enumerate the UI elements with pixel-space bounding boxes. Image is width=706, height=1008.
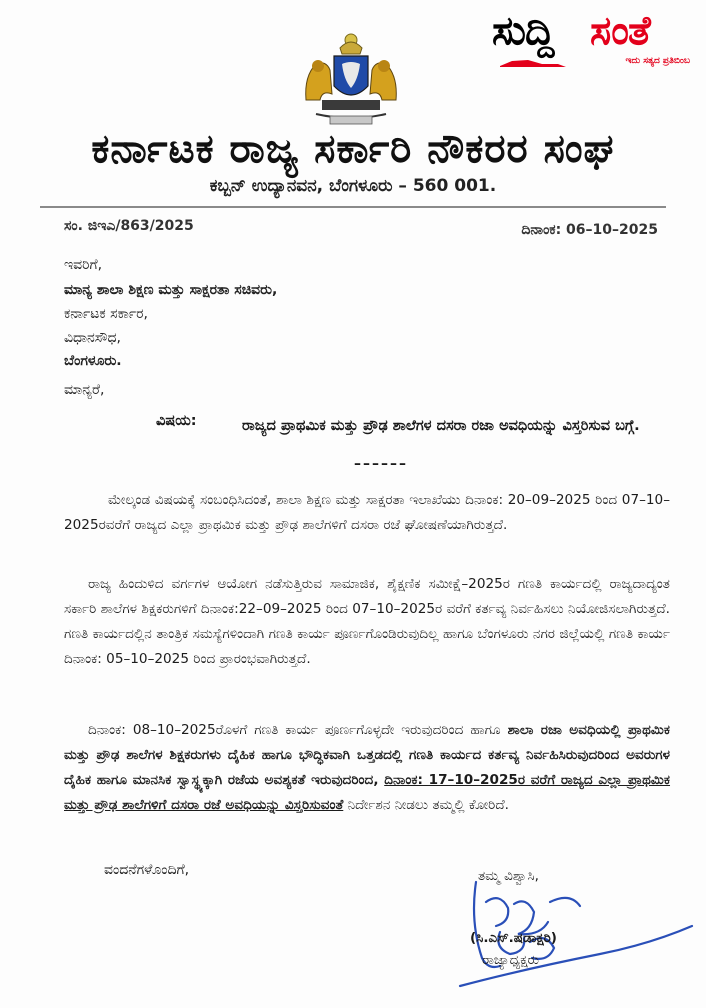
brand-tagline: ಇದು ಸತ್ಯದ ಪ್ರತಿಬಿಂಬ (625, 56, 690, 66)
recipient-line: ಬೆಂಗಳೂರು. (64, 353, 122, 369)
separator: –––––– (354, 456, 408, 472)
karnataka-emblem-icon (292, 30, 410, 128)
subject-label: ವಿಷಯ: (156, 413, 197, 429)
paragraph-3-request: ದಿನಾಂಕ: 17–10–2025ರ ವರೆಗೆ ರಾಜ್ಯದ ಎಲ್ಲಾ ಪ್ರಾಥಮಿಕ ಮತ್ತು ಪ್ರೌಢ ಶಾಲೆಗಳಿಗೆ ದಸರಾ ರಜೆ ಅವಧಿಯನ್ನು ವಿಸ್ತರಿಸುವಂತೆ (64, 772, 671, 813)
recipient-line: ಮಾನ್ಯ ಶಾಲಾ ಶಿಕ್ಷಣ ಮತ್ತು ಸಾಕ್ಷರತಾ ಸಚಿವರು, (64, 282, 278, 298)
paragraph-3-intro: ದಿನಾಂಕ: 08–10–2025ರೊಳಗೆ ಗಣತಿ ಕಾರ್ಯ ಪೂರ್ಣಗೊಳ್ಳದೇ ಇರುವುದರಿಂದ ಹಾಗೂ (88, 722, 508, 738)
brand-word-2: ಸಂತೆ (590, 8, 650, 54)
reference-number: ಸಂ. ಜಿಇಎ/863/2025 (64, 218, 194, 234)
salutation: ಮಾನ್ಯರೆ, (64, 382, 105, 398)
organization-name: ಕರ್ನಾಟಕ ರಾಜ್ಯ ಸರ್ಕಾರಿ ನೌಕರರ ಸಂಘ (91, 126, 615, 172)
body-paragraph-3 (64, 718, 670, 818)
car-icon (498, 58, 568, 68)
body-paragraph-2: ರಾಜ್ಯ ಹಿಂದುಳಿದ ವರ್ಗಗಳ ಆಯೋಗ ನಡೆಸುತ್ತಿರುವ ಸಾಮಾಜಿಕ, ಶೈಕ್ಷಣಿಕ ಸಮೀಕ್ಷೆ–2025ರ ಗಣತಿ ಕಾರ್ಯದಲ್ಲಿ ರಾಜ್ಯದಾದ್ಯಂತ ಸರ್ಕಾರಿ ಶಾಲೆಗಳ ಶಿಕ್ಷಕರುಗಳಿಗೆ ದಿನಾಂಕ:22–09–2025 ರಿಂದ 07–10–2025ರ ವರೆಗೆ ಕರ್ತವ್ಯ ನಿರ್ವಹಿಸಲು ನಿಯೋಜಿಸಲಾಗಿರುತ್ತದೆ. ಗಣತಿ ಕಾರ್ಯದಲ್ಲಿನ ತಾಂತ್ರಿಕ ಸಮಸ್ಯೆಗಳಿಂದಾಗಿ ಗಣತಿ ಕಾರ್ಯ ಪೂರ್ಣಗೊಂಡಿರುವುದಿಲ್ಲ ಹಾಗೂ ಬೆಂಗಳೂರು ನಗರ ಜಿಲ್ಲೆಯಲ್ಲಿ ಗಣತಿ ಕಾರ್ಯ ದಿನಾಂಕ: 05–10–2025 ರಿಂದ ಪ್ರಾರಂಭವಾಗಿರುತ್ತದೆ. (64, 576, 670, 667)
body-paragraph-1: ಮೇಲ್ಕಂಡ ವಿಷಯಕ್ಕೆ ಸಂಬಂಧಿಸಿದಂತೆ, ಶಾಲಾ ಶಿಕ್ಷಣ ಮತ್ತು ಸಾಕ್ಷರತಾ ಇಲಾಖೆಯು ದಿನಾಂಕ: 20–09–2025 ರಿಂದ 07–10–2025ರವರೆಗೆ ರಾಜ್ಯದ ಎಲ್ಲಾ ಪ್ರಾಥಮಿಕ ಮತ್ತು ಪ್ರೌಢ ಶಾಲೆಗಳಿಗೆ ದಸರಾ ರಜೆ ಘೋಷಣೆಯಾಗಿರುತ್ತದೆ. (64, 492, 670, 533)
sign-off: ತಮ್ಮ ವಿಶ್ವಾಸಿ, (478, 868, 539, 884)
recipient-to: ಇವರಿಗೆ, (64, 257, 103, 273)
header-divider (40, 206, 666, 208)
paragraph-3-reason: ಶಾಲಾ ರಜಾ ಅವಧಿಯಲ್ಲಿ ಪ್ರಾಥಮಿಕ ಮತ್ತು ಪ್ರೌಢ ಶಾಲೆಗಳ ಶಿಕ್ಷಕರುಗಳು ದೈಹಿಕ ಹಾಗೂ ಭೌದ್ಧಿಕವಾಗಿ ಒತ್ತಡದಲ್ಲಿ ಗಣತಿ ಕಾರ್ಯದ ಕರ್ತವ್ಯ ನಿರ್ವಹಿಸಿರುವುದರಿಂದ ಅವರುಗಳ ದೈಹಿಕ ಹಾಗೂ ಮಾನಸಿಕ ಸ್ವಾಸ್ಥ್ಯಕ್ಕಾಗಿ ರಜೆಯ ಅವಶ್ಯಕತೆ ಇರುವುದರಿಂದ, (64, 722, 670, 788)
closing: ವಂದನೆಗಳೊಂದಿಗೆ, (104, 862, 190, 878)
subject-text: ರಾಜ್ಯದ ಪ್ರಾಥಮಿಕ ಮತ್ತು ಪ್ರೌಢ ಶಾಲೆಗಳ ದಸರಾ ರಜಾ ಅವಧಿಯನ್ನು ವಿಸ್ತರಿಸುವ ಬಗ್ಗೆ. (242, 418, 640, 434)
organization-address: ಕಬ್ಬನ್ ಉದ್ಯಾನವನ, ಬೆಂಗಳೂರು – 560 001. (209, 176, 497, 196)
recipient-line: ವಿಧಾನಸೌಧ, (64, 330, 121, 346)
brand-logo (492, 8, 692, 70)
recipient-line: ಕರ್ನಾಟಕ ಸರ್ಕಾರ, (64, 306, 148, 322)
signatory-name: (ಸಿ.ಎಸ್.ಷಡಾಕ್ಷರಿ) (470, 930, 557, 946)
letter-date: ದಿನಾಂಕ: 06–10–2025 (521, 222, 658, 238)
brand-word-1: ಸುದ್ದಿ (492, 8, 554, 54)
paragraph-3-end: ನಿರ್ದೇಶನ ನೀಡಲು ತಮ್ಮಲ್ಲಿ ಕೋರಿದೆ. (343, 797, 509, 813)
signatory-designation: ರಾಜ್ಯಾಧ್ಯಕ್ಷರು (482, 952, 539, 968)
